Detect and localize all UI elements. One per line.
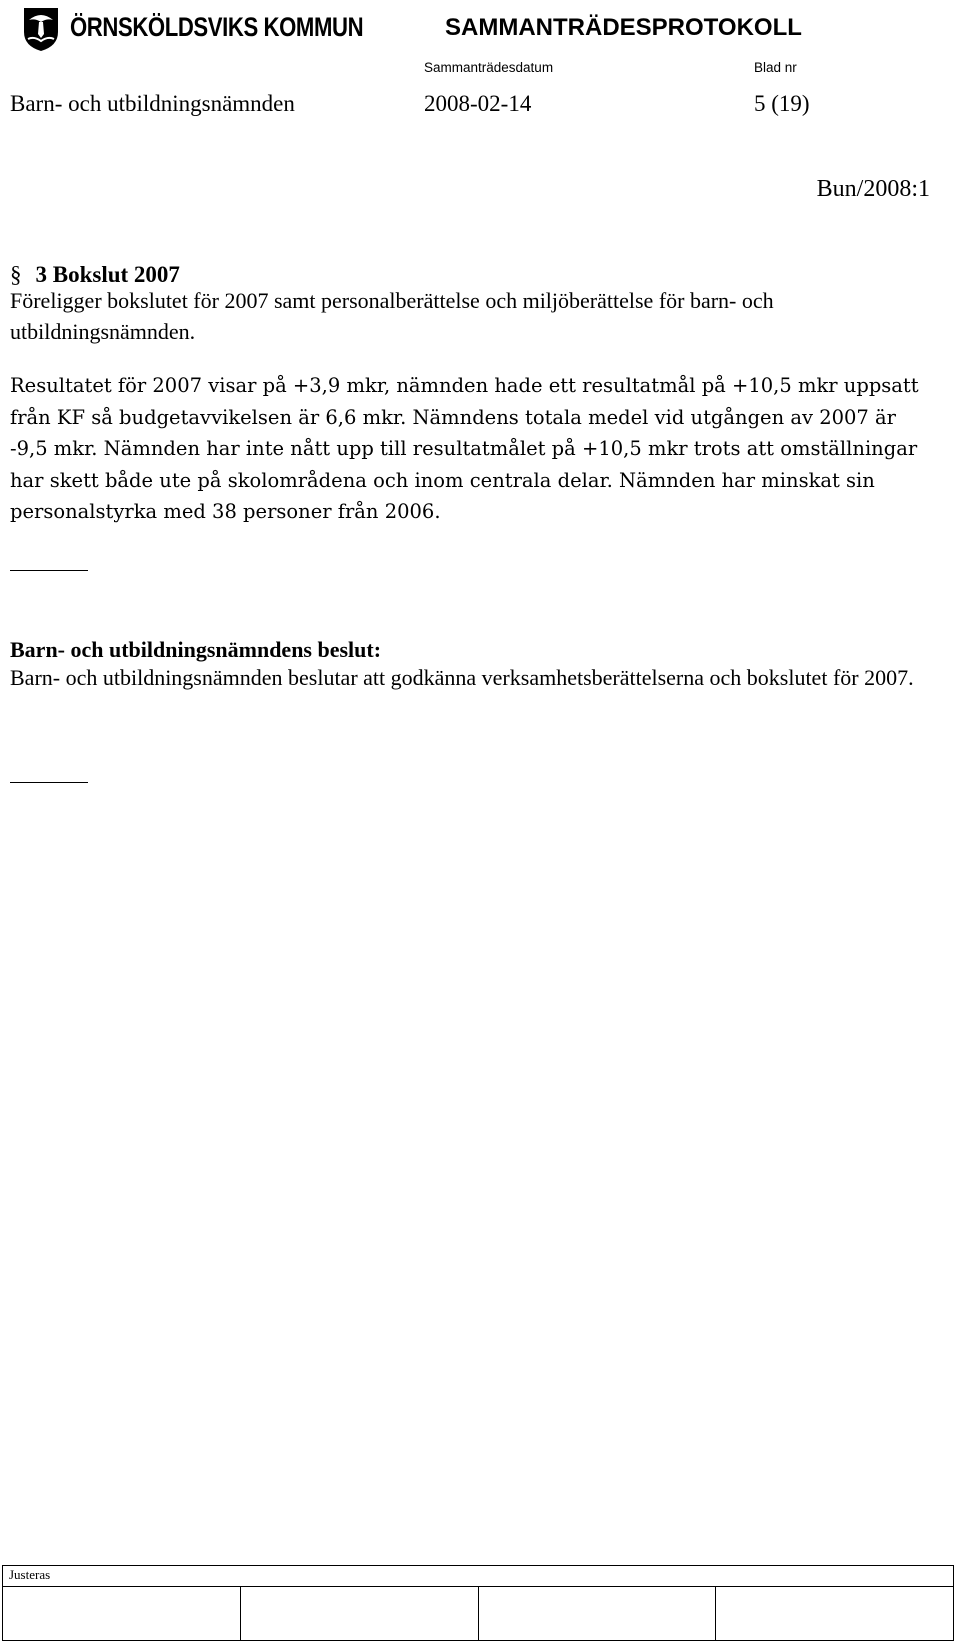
signature-cell [241,1587,479,1640]
meeting-date: 2008-02-14 [424,91,532,116]
signature-cell [716,1587,953,1640]
signature-cell [3,1587,241,1640]
document-type: SAMMANTRÄDESPROTOKOLL [445,14,802,41]
municipality-logo [12,4,364,52]
separator-line [10,570,88,571]
result-paragraph: Resultatet för 2007 visar på +3,9 mkr, nämnden hade ett resultatmål på +10,5 mkr uppsatt från KF så budgetavvikelsen är 6,6 mkr. Nämndens totala medel vid utgången av 2007 är -9,5 mkr. Nämnden har inte nått upp till resultatmålet på +10,5 mkr trots att omställningar har skett både ute på skolområdena och inom centrala delar. Nämnden har minskat sin personalstyrka med 38 personer från 2006. [10,374,919,523]
decision-paragraph: Barn- och utbildningsnämnden beslutar att godkänna verksamhetsberättelserna och bokslutet för 2007. [10,665,914,690]
case-reference: Bun/2008:1 [816,176,930,202]
paragraph-sign: § [10,262,22,287]
page-number: 5 (19) [754,91,810,116]
date-label: Sammanträdesdatum [424,60,554,75]
signature-cell [479,1587,717,1640]
page-label: Blad nr [754,60,797,75]
signature-label: Justeras [9,1567,51,1582]
intro-paragraph: Föreligger bokslutet för 2007 samt personalberättelse och miljöberättelse för barn- och utbildningsnämnden. [10,288,774,344]
committee-name: Barn- och utbildningsnämnden [10,91,295,116]
section-title: 3 Bokslut 2007 [35,262,180,287]
org-name: ÖRNSKÖLDSVIKS KOMMUN [70,12,364,42]
signature-table [2,1565,954,1641]
decision-heading: Barn- och utbildningsnämndens beslut: [10,637,382,662]
separator-line [10,782,88,783]
coat-of-arms-icon [20,6,62,52]
signature-cells [3,1586,953,1640]
